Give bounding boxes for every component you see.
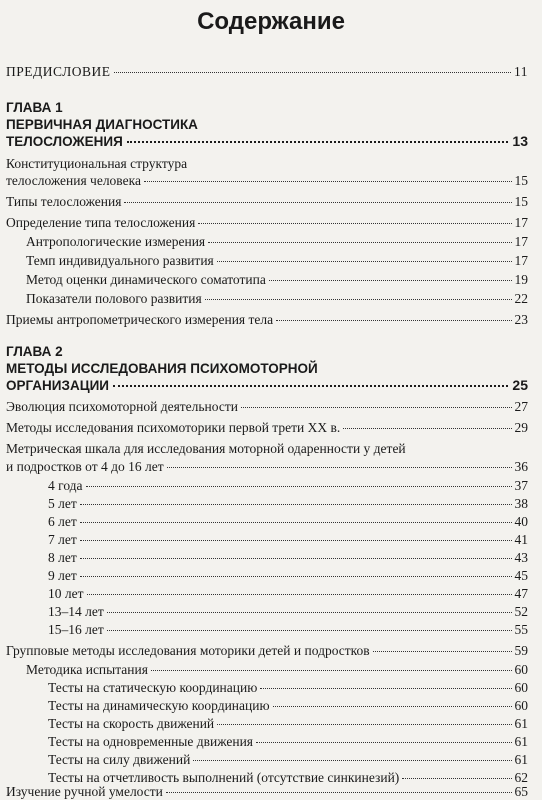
page-number: 29 bbox=[514, 420, 528, 435]
page-number: 65 bbox=[514, 784, 528, 799]
dot-leader bbox=[167, 467, 512, 468]
toc-entry-test[interactable] bbox=[48, 734, 528, 750]
entry-label: Тесты на динамическую координацию bbox=[48, 698, 270, 713]
dot-leader bbox=[151, 670, 512, 671]
entry-label: Определение типа телосложения bbox=[6, 215, 196, 230]
page-title: Содержание bbox=[197, 8, 345, 35]
dot-leader bbox=[208, 242, 511, 243]
chapter-2-title-line2: ОРГАНИЗАЦИИ bbox=[6, 378, 109, 393]
page-number: 17 bbox=[514, 234, 528, 249]
entry-label: 4 года bbox=[48, 478, 83, 493]
toc-entry-text: Конституциональная структура bbox=[6, 156, 188, 171]
toc-entry-age[interactable] bbox=[48, 496, 528, 512]
toc-entry-body-types[interactable] bbox=[6, 194, 528, 210]
dot-leader bbox=[80, 558, 512, 559]
dot-leader bbox=[80, 576, 512, 577]
page-number: 13 bbox=[512, 133, 528, 149]
entry-label: Методы исследования психомоторики первой трети XX в. bbox=[6, 420, 341, 435]
entry-label: 8 лет bbox=[48, 550, 77, 565]
page-number: 38 bbox=[514, 496, 528, 511]
dot-leader bbox=[87, 594, 512, 595]
page-number: 43 bbox=[514, 550, 528, 565]
dot-leader bbox=[217, 261, 512, 262]
dot-leader bbox=[144, 181, 512, 182]
page-number: 45 bbox=[514, 568, 528, 583]
page-number: 17 bbox=[514, 215, 528, 230]
entry-label: телосложения человека bbox=[6, 173, 141, 188]
dot-leader bbox=[273, 706, 512, 707]
page-number: 60 bbox=[514, 680, 528, 695]
toc-entry-preface[interactable] bbox=[6, 64, 528, 80]
entry-label: Темп индивидуального развития bbox=[26, 253, 214, 268]
entry-label: ПРЕДИСЛОВИЕ bbox=[6, 64, 111, 79]
toc-entry-age[interactable] bbox=[48, 586, 528, 602]
toc-entry-test[interactable] bbox=[48, 716, 528, 732]
page-number: 27 bbox=[514, 399, 528, 414]
toc-entry-sexual-development[interactable] bbox=[26, 291, 528, 307]
dot-leader bbox=[241, 407, 512, 408]
page-number: 61 bbox=[514, 752, 528, 767]
page-number: 22 bbox=[514, 291, 528, 306]
entry-label: 10 лет bbox=[48, 586, 84, 601]
entry-label: Эволюция психомоторной деятельности bbox=[6, 399, 238, 414]
page-number: 47 bbox=[514, 586, 528, 601]
toc-entry-chapter-2[interactable] bbox=[6, 377, 528, 394]
dot-leader bbox=[80, 540, 512, 541]
toc-entry-age[interactable] bbox=[48, 550, 528, 566]
toc-entry-group-methods[interactable] bbox=[6, 643, 528, 659]
chapter-1-title-line1: ПЕРВИЧНАЯ ДИАГНОСТИКА bbox=[6, 117, 198, 132]
dot-leader bbox=[373, 651, 512, 652]
entry-label: Антропологические измерения bbox=[26, 234, 206, 249]
toc-entry-body-type-definition[interactable] bbox=[6, 215, 528, 231]
toc-entry-somatotype[interactable] bbox=[26, 272, 528, 288]
dot-leader bbox=[127, 141, 509, 143]
entry-label: Тесты на одновременные движения bbox=[48, 734, 253, 749]
entry-label: 15–16 лет bbox=[48, 622, 104, 637]
toc-entry-test[interactable] bbox=[48, 752, 528, 768]
toc-entry-age[interactable] bbox=[48, 532, 528, 548]
dot-leader bbox=[402, 778, 511, 779]
entry-label: Типы телосложения bbox=[6, 194, 122, 209]
dot-leader bbox=[80, 504, 512, 505]
dot-leader bbox=[276, 320, 511, 321]
dot-leader bbox=[80, 522, 512, 523]
toc-entry-age[interactable] bbox=[48, 514, 528, 530]
page-number: 15 bbox=[514, 194, 528, 209]
toc-entry-constitution[interactable] bbox=[6, 173, 528, 189]
page-number: 41 bbox=[514, 532, 528, 547]
chapter-2-title-line1: МЕТОДЫ ИССЛЕДОВАНИЯ ПСИХОМОТОРНОЙ bbox=[6, 361, 318, 376]
toc-entry-metric-scale[interactable] bbox=[6, 459, 528, 475]
page-number: 19 bbox=[514, 272, 528, 287]
page-number: 60 bbox=[514, 662, 528, 677]
page-number: 37 bbox=[514, 478, 528, 493]
dot-leader bbox=[198, 223, 511, 224]
page-number: 17 bbox=[514, 253, 528, 268]
toc-entry-test-method[interactable] bbox=[26, 662, 528, 678]
toc-entry-evolution[interactable] bbox=[6, 399, 528, 415]
page-number: 62 bbox=[514, 770, 528, 785]
entry-label: Показатели полового развития bbox=[26, 291, 202, 306]
toc-entry-age[interactable] bbox=[48, 622, 528, 638]
dot-leader bbox=[205, 299, 512, 300]
dot-leader bbox=[343, 428, 511, 429]
page-number: 52 bbox=[514, 604, 528, 619]
entry-label: Тесты на отчетливость выполнений (отсутствие синкинезий) bbox=[48, 770, 400, 785]
dot-leader bbox=[260, 688, 511, 689]
page-number: 61 bbox=[514, 734, 528, 749]
entry-label: 13–14 лет bbox=[48, 604, 104, 619]
dot-leader bbox=[217, 724, 511, 725]
entry-label: 6 лет bbox=[48, 514, 77, 529]
page-number: 40 bbox=[514, 514, 528, 529]
toc-entry-methods-xx[interactable] bbox=[6, 420, 528, 436]
entry-label: 9 лет bbox=[48, 568, 77, 583]
dot-leader bbox=[256, 742, 512, 743]
dot-leader bbox=[114, 72, 511, 73]
toc-entry-anthropometry[interactable] bbox=[6, 312, 528, 328]
page-number: 23 bbox=[514, 312, 528, 327]
toc-entry-test[interactable] bbox=[48, 680, 528, 696]
entry-label: Тесты на силу движений bbox=[48, 752, 191, 767]
page-number: 60 bbox=[514, 698, 528, 713]
dot-leader bbox=[107, 630, 512, 631]
entry-label: 7 лет bbox=[48, 532, 77, 547]
entry-label: Метод оценки динамического соматотипа bbox=[26, 272, 266, 287]
toc-entry-chapter-1[interactable] bbox=[6, 133, 528, 150]
chapter-2-label: ГЛАВА 2 bbox=[6, 344, 63, 359]
entry-label: Тесты на статическую координацию bbox=[48, 680, 258, 695]
toc-entry-anthropology[interactable] bbox=[26, 234, 528, 250]
toc-entry-text: Метрическая шкала для исследования моторной одаренности у детей bbox=[6, 441, 406, 456]
toc-entry-test[interactable] bbox=[48, 698, 528, 714]
entry-label: Методика испытания bbox=[26, 662, 148, 677]
entry-label: 5 лет bbox=[48, 496, 77, 511]
dot-leader bbox=[107, 612, 512, 613]
entry-label: Изучение ручной умелости bbox=[6, 784, 163, 799]
toc-entry-age[interactable] bbox=[48, 604, 528, 620]
dot-leader bbox=[124, 202, 511, 203]
page-number: 36 bbox=[514, 459, 528, 474]
entry-label: Групповые методы исследования моторики детей и подростков bbox=[6, 643, 370, 658]
dot-leader bbox=[193, 760, 511, 761]
page-number: 61 bbox=[514, 716, 528, 731]
dot-leader bbox=[166, 792, 512, 793]
page-number: 25 bbox=[512, 377, 528, 393]
toc-entry-development-pace[interactable] bbox=[26, 253, 528, 269]
toc-entry-manual-skill[interactable] bbox=[6, 784, 528, 800]
page-number: 55 bbox=[514, 622, 528, 637]
dot-leader bbox=[269, 280, 512, 281]
page-number: 15 bbox=[514, 173, 528, 188]
dot-leader bbox=[113, 385, 508, 387]
chapter-1-title-line2: ТЕЛОСЛОЖЕНИЯ bbox=[6, 134, 123, 149]
toc-entry-age[interactable] bbox=[48, 568, 528, 584]
entry-label: Приемы антропометрического измерения тела bbox=[6, 312, 274, 327]
chapter-1-label: ГЛАВА 1 bbox=[6, 100, 63, 115]
dot-leader bbox=[86, 486, 512, 487]
entry-label: Тесты на скорость движений bbox=[48, 716, 215, 731]
page-number: 11 bbox=[514, 64, 528, 79]
toc-entry-age[interactable] bbox=[48, 478, 528, 494]
entry-label: и подростков от 4 до 16 лет bbox=[6, 459, 164, 474]
page-number: 59 bbox=[514, 643, 528, 658]
